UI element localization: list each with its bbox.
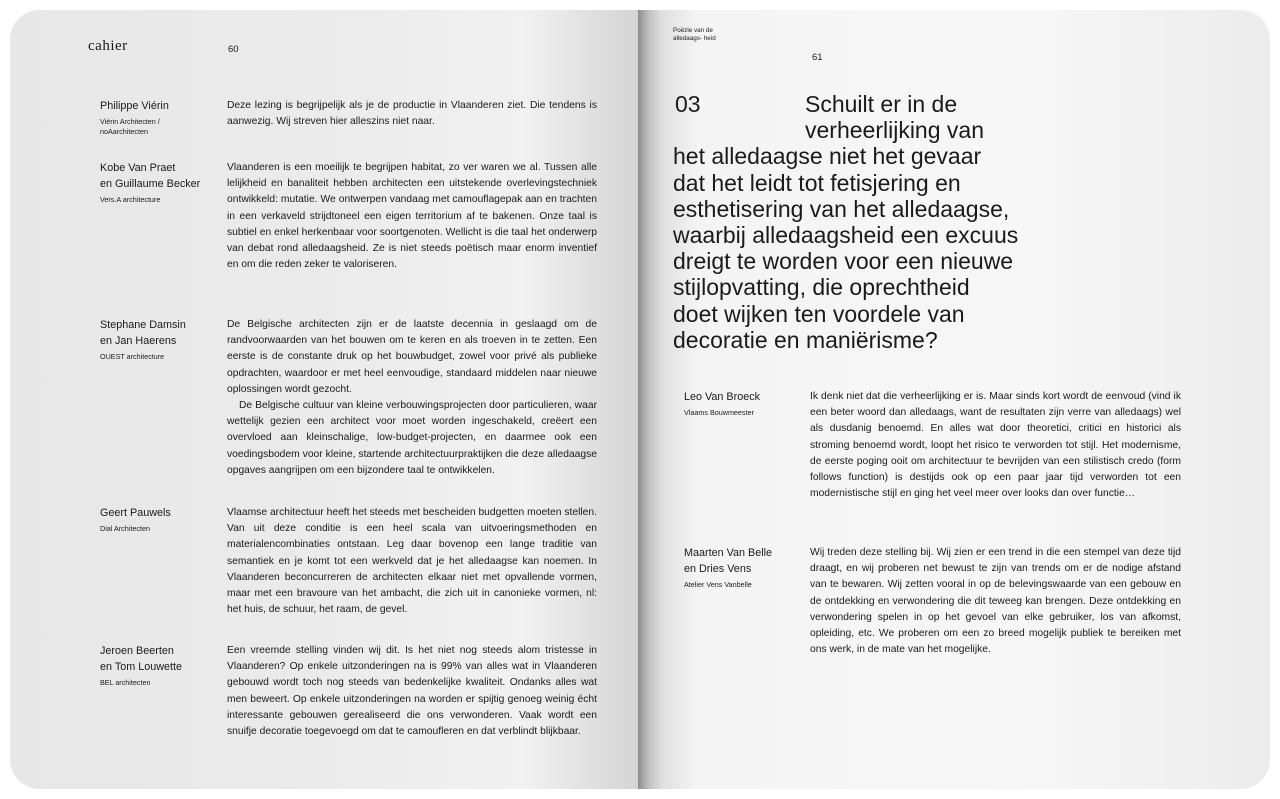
answer-paragraph: De Belgische cultuur van kleine verbouwingsprojecten door particulieren, waar wettelijk gezien een architect voor moet worden ingeschakeld, creëert een overvloed aan kleinschalige, low-budget-projecten, en daarmee ook een voedingsbodem voor kleine, startende architectuurpraktijken die deze alledaagse opgaves aangrijpen om een bijzondere taal te ontwikkelen. [227,400,597,476]
author-name: Philippe Viérin [100,100,169,112]
author-name: Leo Van Broeck [684,391,761,403]
answer-text [227,505,597,618]
answer-text [810,389,1181,502]
author-block [684,389,809,418]
author-name: Maarten Van Belle [684,547,773,559]
page-number-left: 60 [228,44,239,55]
question-number: 03 [675,91,701,117]
answer-paragraph: Deze lezing is begrijpelijk als je de productie in Vlaanderen ziet. Die tendens is aanwezig. Wij streven hier alleszins niet naar. [227,100,597,128]
author-block [684,545,809,590]
author-name: Geert Pauwels [100,507,171,519]
answer-text [227,160,597,273]
question-line: waarbij alledaagsheid een excuus [673,222,1019,249]
question-line: stijlopvatting, die oprechtheid [673,274,970,301]
page-number-right: 61 [812,52,823,63]
answer-paragraph: Vlaamse architectuur heeft het steeds met bescheiden budgetten moeten stellen. Van uit deze conditie is een heel scala van uitvoeringsmethoden en materialencombinaties ontstaan. Leg daar bovenop een lange traditie van semantiek en je komt tot een werkveld dat je het alledaagse kan noemen. In Vlaanderen beconcurreren de architecten elkaar niet met opvallende vormen, maar met een bravoure van het ambacht, die zich uit in canonieke vormen, nl: het huis, de schuur, het raam, de gevel. [227,507,597,616]
author-name: Kobe Van Praet [100,162,176,174]
author-office: Vlaams Bouwmeester [684,408,754,417]
answer-paragraph: Vlaanderen is een moeilijk te begrijpen habitat, zo ver waren we al. Tussen alle lelijkheid en banaliteit hebben architecten een uitstekende overlevingstechniek ontwikkeld: mutatie. We ontwerpen vandaag met camouflagepak aan en trachten in een verkaveld strijdtoneel een eigen territorium af te bakenen. Onze taal is subtiel en enkel herkenbaar voor soortgenoten. Wellicht is die taal het onderwerp van debat rond alledaagsheid. Ze is niet steeds poëtisch maar enorm inventief en om die reden zeker te valoriseren. [227,162,597,271]
question-line: dat het leidt tot fetisjering en [673,169,961,196]
question-line: esthetisering van het alledaagse, [673,195,1010,222]
author-office: Atelier Vens Vanbelle [684,580,752,589]
author-office: Viérin Architecten / noAarchitecten [100,117,160,136]
answer-paragraph: Ik denk niet dat die verheerlijking er is. Maar sinds kort wordt de eenvoud (vind ik een beter woord dan alledaags, want de resultaten zijn verre van alledaags) wel als dusdanig benoemd. En alles wat door theoretici, critici en historici als stroming benoemd wordt, loopt het risico te verworden tot stijl. Het modernisme, de eerste poging ooit om architectuur te bevrijden van een stilistisch credo (form follows function) is destijds ook op een paar jaar tijd verworden tot een modernistische stijl en ging het veel meer over looks dan over functie… [810,391,1181,500]
running-title: Poëzie van de alledaags- heid [673,27,716,42]
author-name: en Jan Haerens [100,335,177,347]
question-line: decoratie en maniërisme? [673,326,938,353]
question-line: Schuilt er in de [805,91,958,117]
question-line: het alledaagse niet het gevaar [673,143,982,170]
answer-text [227,643,597,740]
answer-paragraph: De Belgische architecten zijn er de laatste decennia in geslaagd om de randvoorwaarden van het bouwen om te keren en als troeven in te zetten. Een eerste is de constante druk op het bouwbudget, zowel voor privé als publieke opdrachten, waardoor er met heel eenvoudige, standaard middelen naar nieuwe oplossingen wordt gezocht. [227,319,597,395]
author-name: Jeroen Beerten [100,645,174,657]
author-block [100,98,225,137]
author-name: en Guillaume Becker [100,178,201,190]
magazine-title: cahier [88,38,128,54]
author-office: OUEST architecture [100,352,165,361]
author-name: Stephane Damsin [100,319,186,331]
question-line: verheerlijking van [805,117,984,144]
question-line: dreigt te worden voor een nieuwe [673,248,1014,275]
author-office: BEL architecten [100,678,151,687]
author-block [100,317,225,362]
question-line: doet wijken ten voordele van [673,300,965,327]
answer-paragraph: Een vreemde stelling vinden wij dit. Is het niet nog steeds alom tristesse in Vlaanderen? Op enkele uitzonderingen na is 99% van alles wat in Vlaanderen gebouwd wordt toch nog steeds van bedenkelijke kwaliteit. Ondanks alles wat men beweert. Op enkele uitzonderingen na worden er spijtig genoeg weinig écht interessante gebouwen gerealiseerd die ons verwonderen. Vaak wordt een snuifje decoratie toegevoegd om dat te camoufleren en dat verblindt blijkbaar. [227,645,597,738]
answer-paragraph: Wij treden deze stelling bij. Wij zien er een trend in die een stempel van deze tijd draagt, en wij proberen net bewust te zijn van trends om er de nodige afstand van te bewaren. Wij zetten vooral in op de belevingswaarde van een gebouw en de ontdekking en verwondering die dit teweeg kan brengen. Deze ontdekking en verwondering spelen in op het gevoel van elke gebruiker, los van afkomst, opleiding, etc. We proberen om een zo breed mogelijk publiek te bereiken met ons werk, in de mate van het mogelijke. [810,547,1181,656]
question-text [673,91,1053,353]
answer-text [227,317,597,479]
answer-text [810,545,1181,658]
author-name: en Dries Vens [684,563,752,575]
author-office: Vers.A architecture [100,195,161,204]
answer-text [227,98,597,130]
author-name: en Tom Louwette [100,661,183,673]
author-office: Dial Architecten [100,524,150,533]
author-block [100,160,225,205]
author-block [100,643,225,688]
author-block [100,505,225,534]
